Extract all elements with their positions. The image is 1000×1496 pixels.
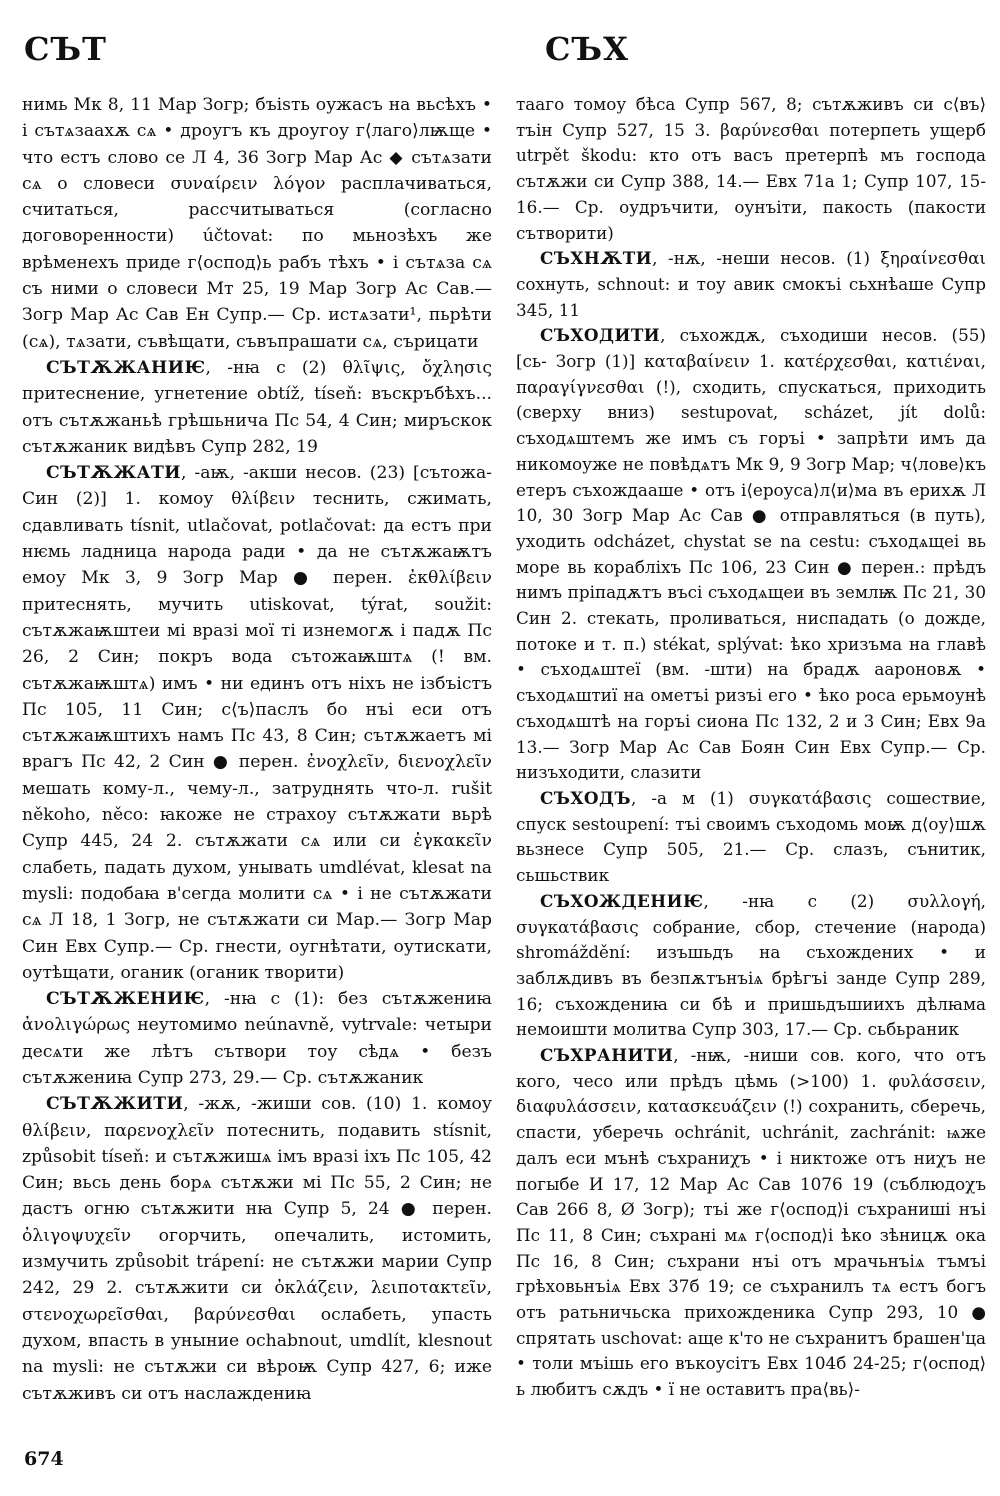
entry-body: , -аѭ, -акши несов. (23) [сътожа- Син (2)] 1. комоу θλίβειν теснить, сжимать, сдавливать tísnit, utlačovat, potlačovat: да естъ при нѥмь ладница народа ради • да не сътѫжаѭтъ емоу Мк 3, 9 Зогр Мар ● перен. ἐκθλίβειν притеснять, мучить utiskovat, týrat, soužit: сътѫжаѭштеи мі вразі мої ті изнемогѫ і падѫ Пс 26, 2 Син; покръ вода сътожаѭштѧ (! вм. сътѫжаѭштѧ) имъ • ни единъ отъ ніхъ не ізбъістъ Пс 105, 11 Син; с⟨ъ⟩паслъ бо нъі еси отъ сътѫжаѭштихъ намъ Пс 43, 8 Син; сътѫжаетъ мі врагъ Пс 42, 2 Син ● перен. ἐνοχλεῖν, διενοχλεῖν мешать кому-л., чему-л., затруднять что-л. rušit někoho, něco: ꙗкоже не страхоу сътѫжати вьрѣ Супр 445, 24 2. сътѫжати сѧ или си ἐγκακεῖν слабеть, падать духом, унывать umdlévat, klesat na mysli: подобаꙗ в'сегда молити сѧ • і не сътѫжати сѧ Л 18, 1 Зогр, не сътѫжати си Мар.— Зогр Мар Син Евх Супр.— Ср. гнести, оугнѣтати, оутискати, оутѣщати, оганик (оганик творити) xyxy=(22,463,492,983)
entry-body: , -жѫ, -жиши сов. (10) 1. комоу θλίβειν, παρενοχλεῖν потеснить, подавить stísnit, způsobit tíseň: и сътѫжишѧ імъ вразі іхъ Пс 105, 42 Син; вьсь день борѧ сътѫжи мі Пс 55, 2 Син; не дастъ огню сътѫжити нꙗ Супр 5, 24 ● перен. ὀλιγοψυχεῖν огорчить, опечалить, истомить, измучить způsobit trápení: не сътѫжи марии Супр 242, 29 2. сътѫжити си ὀκλάζειν, λειποτακτεῖν, στενοχωρεῖσθαι, βαρύνεσθαι ослабеть, упасть духом, впасть в уныние ochabnout, umdlít, klesnout na mysli: не сътѫжи си вѣроѭ Супр 427, 6; иже сътѫживъ си отъ наслаждениꙗ xyxy=(22,1094,492,1404)
dictionary-entry xyxy=(516,1043,986,1403)
right-column xyxy=(516,92,986,1442)
page-number: 674 xyxy=(24,1448,64,1470)
dictionary-entry xyxy=(516,786,986,889)
dictionary-entry xyxy=(22,986,492,1091)
entry-lemma: СЪХОЖДЕНИѤ xyxy=(540,890,704,911)
dictionary-entry xyxy=(516,323,986,786)
entry-lemma: СЪТѪЖАТИ xyxy=(46,463,182,484)
entry-body: , съхождѫ, съходиши несов. (55) [сь- Зогр (1)] καταβαίνειν 1. κατέρχεσθαι, κατιέναι, παραγίγνεσθαι (!), сходить, спускаться, приходить (сверху вниз) sestupovat, scházet, jít dolů: съходѧштемъ же имъ съ горъі • запрѣти имъ да никомоуже не повѣдѧтъ Мк 9, 9 Зогр Мар; ч⟨лове⟩къ етеръ съхождааше • отъ і⟨ероуса⟩л⟨и⟩ма въ ерихѫ Л 10, 30 Зогр Мар Ас Сав ● отправляться (в путь), уходить odcházet, chystat se na cestu: съходѧщеі вь море вь корабліхъ Пс 106, 23 Син ● перен.: прѣдъ нимъ пріпадѫтъ въсі съходѧщеи въ землѭ Пс 21, 30 Син 2. стекать, проливаться, ниспадать (о дожде, потоке и т. п.) stékat, splývat: ѣко хризъма на главѣ • съходѧштеї (вм. -шти) на брадѫ аароновѫ • съходѧштиї на ометъі ризъі его • ѣко роса ерьмоунѣ съходѧштѣ на горъі сиона Пс 132, 2 и 3 Син; Евх 9а 13.— Зогр Мар Ас Сав Боян Син Евх Супр.— Ср. низъходити, слазити xyxy=(516,325,986,783)
entry-body: , -нꙗ с (1): без сътѫжениꙗ ἀνολιγώρως неутомимо neúnavně, vytrvale: четыри десѧти же лѣтъ сътвори тоу сѣдѧ • безъ сътѫжениꙗ Супр 273, 29.— Ср. сътѫжаник xyxy=(22,989,492,1088)
entry-body: , -нѫ, -неши несов. (1) ξηραίνεσθαι сохнуть, schnout: и тоу авик смокъі сьхнѣаше Супр 345, 11 xyxy=(516,248,986,320)
entry-continuation: тааго томоу бѣса Супр 567, 8; сътѫживъ си с⟨въ⟩тъін Супр 527, 15 3. βαρύνεσθαι потерпеть ущерб utrpět škodu: кто отъ васъ претерпѣ мъ господа сътѫжи си Супр 388, 14.— Евх 71а 1; Супр 107, 15-16.— Ср. оудръчити, оунъіти, пакость (пакости сътворити) xyxy=(516,94,986,243)
dictionary-entry xyxy=(516,246,986,323)
right-running-headword: СЪХ xyxy=(545,30,629,68)
entry-lemma: СЪТѪЖИТИ xyxy=(46,1094,184,1115)
entry-lemma: СЪХОДИТИ xyxy=(540,325,661,346)
entry-lemma: СЪТѪЖАНИѤ xyxy=(46,357,206,378)
entry-body: , -а м (1) συγκατάβασις сошествие, спуск sestoupení: тъі своимъ съходомь моѭ д⟨оу⟩шѫ вьзнесе Супр 505, 21.— Ср. слазъ, сънитик, сьшьствик xyxy=(516,787,986,886)
entry-lemma: СЪХОДЪ xyxy=(540,787,632,808)
left-column xyxy=(22,92,492,1442)
entry-lemma: СЪТѪЖЕНИѤ xyxy=(46,989,205,1010)
entry-body: , -нꙗ с (2) θλῖψις, ὄχλησις притеснение, угнетение obtíž, tíseň: въскръбѣхъ... отъ сътѫжаньѣ грѣшьнича Пс 54, 4 Син; миръскок сътѫжаник видѣвъ Супр 282, 19 xyxy=(22,357,492,457)
dictionary-entry xyxy=(516,889,986,1043)
page-header xyxy=(0,30,1000,74)
entry-body: , -нꙗ с (2) συλλογή, συγκατάβασις собрание, сбор, стечение (народа) shromáždění: изъшьдъ на съхождених • и заблѫдивъ въ безпѫтънъіѧ брѣгъі занде Супр 289, 16; съхождениꙗ си бѣ и пришьдъшиихъ дѣлꙗма немоишти молитва Супр 303, 17.— Ср. сьбьраник xyxy=(516,890,986,1040)
dictionary-entry xyxy=(22,355,492,460)
left-running-headword: СЪТ xyxy=(24,30,107,68)
entry-body: , -нѭ, -ниши сов. кого, что отъ кого, чесо или прѣдъ цѣмь (>100) 1. φυλάσσειν, διαφυλάσσειν, κατασκευάζειν (!) сохранить, сберечь, спасти, уберечь ochránit, uchránit, zachránit: ѩже далъ еси мънѣ съхраниχъ • і никтоже отъ ниχъ не погыбе И 17, 12 Мар Ас Сав 1076 19 (съблюдоχъ Сав 266 8, Ø Зогр); тъі же г⟨оспод⟩і съхраниші нъі Пс 11, 8 Син; съхрані мѧ г⟨оспод⟩і ѣко зѣницѫ ока Пс 16, 8 Син; съхрани нъі отъ мрачьнъіѧ тъмъі грѣховьнъіѧ Евх 37б 19; се съхранилъ тѧ естъ богъ отъ ратьничьска прихожденика Супр 293, 10 ● спрятать uschovat: аще к'то не съхранитъ брашен'ца • толи мъішь его въкоусітъ Евх 104б 24-25; г⟨оспод⟩ь любитъ сѫдъ • ї не оставитъ пра⟨вь⟩- xyxy=(516,1045,986,1400)
entry-continuation: нимь Мк 8, 11 Мар Зогр; бъіѕть оужасъ на вьсѣхъ • і сътѧзаахѫ сѧ • дроугъ къ дроугоу г⟨лаго⟩лѭще • что естъ слово се Л 4, 36 Зогр Мар Ас ◆ сътѧзати сѧ о словеси συναίρειν λόγον расплачиваться, считаться, рассчитываться (согласно договоренности) účtovat: по мьнозѣхъ же врѣменехъ приде г⟨оспод⟩ь рабъ тѣхъ • і сътѧза сѧ съ ними о словеси Мт 25, 19 Мар Зогр Ас Сав.— Зогр Мар Ас Сав Ен Супр.— Ср. истѧзати¹, пьрѣти (сѧ), тѧзати, съвѣщати, съвъпрашати сѧ, сърицати xyxy=(22,95,492,352)
entry-lemma: СЪХРАНИТИ xyxy=(540,1045,674,1066)
entry-lemma: СЪХНѪТИ xyxy=(540,248,653,269)
dictionary-entry xyxy=(22,460,492,986)
dictionary-entry xyxy=(22,1091,492,1407)
